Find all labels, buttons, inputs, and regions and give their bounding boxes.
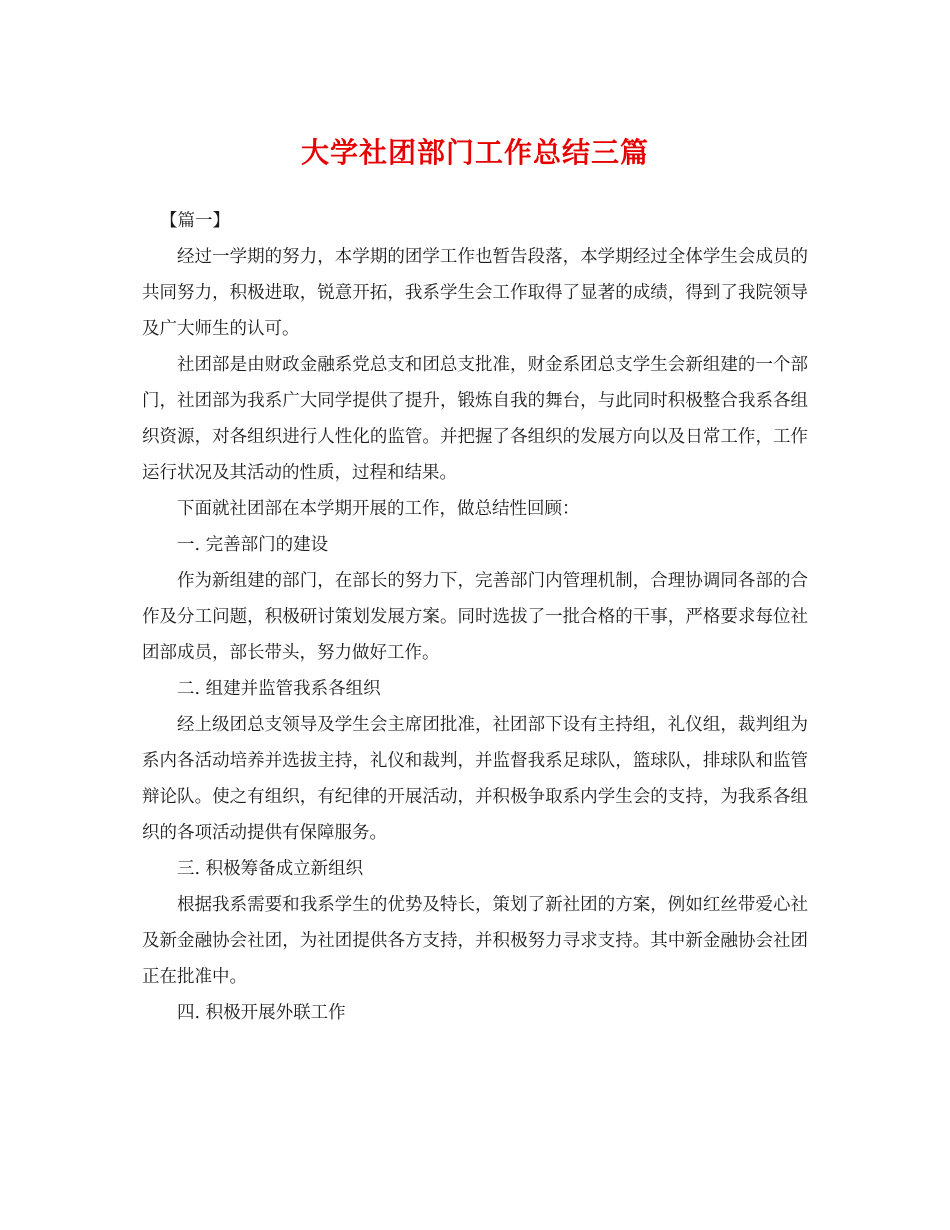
paragraph-2: 社团部是由财政金融系党总支和团总支批准，财金系团总支学生会新组建的一个部门，社团部为我系广大同学提供了提升，锻炼自我的舞台，与此同时积极整合我系各组织资源，对各组织进行人性化的监管。并把握了各组织的发展方向以及日常工作，工作运行状况及其活动的性质，过程和结果。: [142, 355, 808, 483]
heading-1: 一. 完善部门的建设: [177, 535, 329, 555]
section-tag: 【篇一】: [160, 211, 230, 231]
paragraph-1: 经过一学期的努力，本学期的团学工作也暂告段落，本学期经过全体学生会成员的共同努力，积极进取，锐意开拓，我系学生会工作取得了显著的成绩，得到了我院领导及广大师生的认可。: [142, 247, 808, 339]
document-body: [142, 203, 808, 1031]
paragraph-5: 经上级团总支领导及学生会主席团批准，社团部下设有主持组，礼仪组，裁判组为系内各活动培养并选拔主持，礼仪和裁判，并监督我系足球队，篮球队，排球队和监管辩论队。使之有组织，有纪律的开展活动，并积极争取系内学生会的支持，为我系各组织的各项活动提供有保障服务。: [142, 715, 808, 843]
heading-3: 三. 积极筹备成立新组织: [177, 859, 364, 879]
paragraph-6: 根据我系需要和我系学生的优势及特长，策划了新社团的方案，例如红丝带爱心社及新金融协会社团，为社团提供各方支持，并积极努力寻求支持。其中新金融协会社团正在批准中。: [142, 895, 808, 987]
heading-2: 二. 组建并监管我系各组织: [177, 679, 381, 699]
document-title: 大学社团部门工作总结三篇: [300, 136, 649, 169]
paragraph-4: 作为新组建的部门，在部长的努力下，完善部门内管理机制，合理协调同各部的合作及分工问题，积极研讨策划发展方案。同时选拔了一批合格的干事，严格要求每位社团部成员，部长带头，努力做好工作。: [142, 571, 808, 663]
heading-4: 四. 积极开展外联工作: [177, 1003, 346, 1023]
paragraph-3: 下面就社团部在本学期开展的工作，做总结性回顾：: [177, 499, 580, 519]
